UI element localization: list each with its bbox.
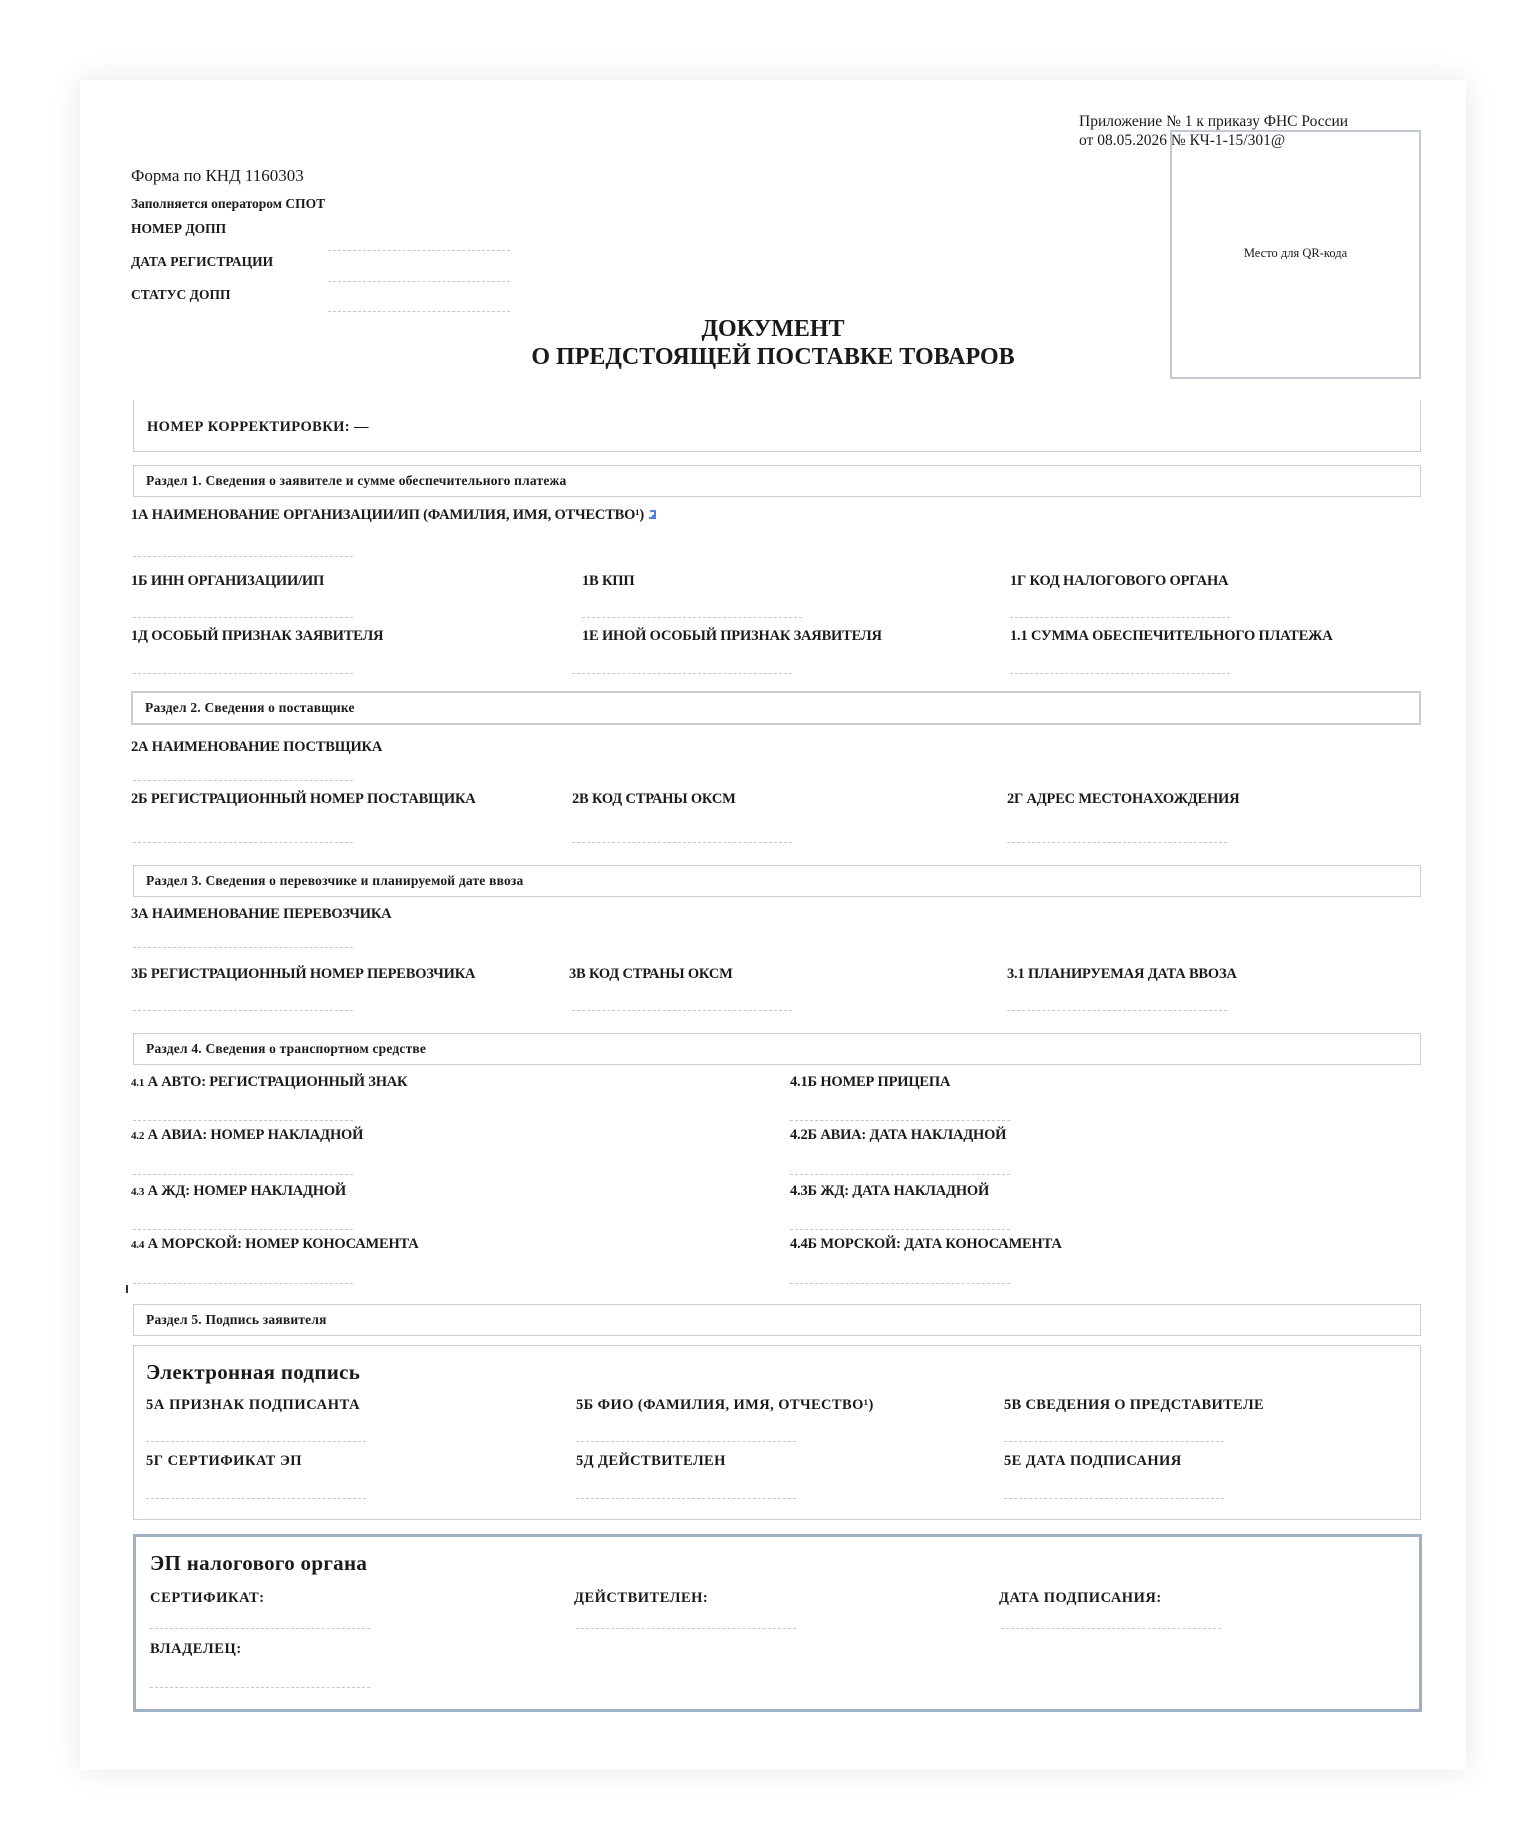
field-4-4b-label: 4.4Б МОРСКОЙ: ДАТА КОНОСАМЕНТА: [790, 1236, 1062, 1252]
field-4-1a-text: А АВТО: РЕГИСТРАЦИОННЫЙ ЗНАК: [147, 1074, 408, 1090]
field-1b-label: 1Б ИНН ОРГАНИЗАЦИИ/ИП: [131, 573, 325, 589]
field-2g-line: [1007, 842, 1227, 843]
field-1a-text: 1А НАИМЕНОВАНИЕ ОРГАНИЗАЦИИ/ИП (ФАМИЛИЯ, ИМЯ, ОТЧЕСТВО¹): [131, 507, 644, 523]
field-1g-line: [1010, 617, 1230, 618]
section2-title: Раздел 2. Сведения о поставщике: [145, 700, 355, 715]
field-1b-line: [133, 617, 353, 618]
field-5g-line: [146, 1498, 366, 1499]
field-4-3a-line: [133, 1229, 353, 1230]
tax-valid-line: [576, 1628, 796, 1629]
section3-title: Раздел 3. Сведения о перевозчике и планируемой дате ввоза: [146, 873, 524, 888]
field-4-2b-label: 4.2Б АВИА: ДАТА НАКЛАДНОЙ: [790, 1127, 1007, 1143]
dopp-number-label: НОМЕР ДОПП: [131, 221, 227, 236]
field-3-1-line: [1007, 1010, 1227, 1011]
dopp-status-line: [328, 311, 510, 312]
field-3b-label: 3Б РЕГИСТРАЦИОННЫЙ НОМЕР ПЕРЕВОЗЧИКА: [131, 966, 476, 982]
field-1v-label: 1В КПП: [582, 573, 635, 589]
dopp-number-line: [328, 250, 510, 251]
field-3-1-label: 3.1 ПЛАНИРУЕМАЯ ДАТА ВВОЗА: [1007, 966, 1237, 982]
field-5d-line: [576, 1498, 796, 1499]
tax-cert-line: [150, 1628, 370, 1629]
field-3b-line: [133, 1010, 353, 1011]
field-1-1-line: [1010, 673, 1230, 674]
electronic-signature-box: [133, 1345, 1421, 1520]
field-1a-line: [133, 556, 353, 557]
field-4-3b-line: [790, 1229, 1010, 1230]
tax-sign-title: ЭП налогового органа: [150, 1551, 368, 1575]
doc-title-line1: ДОКУМЕНТ: [701, 316, 845, 342]
field-1-1-label: 1.1 СУММА ОБЕСПЕЧИТЕЛЬНОГО ПЛАТЕЖА: [1010, 628, 1333, 644]
field-5e-line: [1004, 1498, 1224, 1499]
section1-title: Раздел 1. Сведения о заявителе и сумме обеспечительного платежа: [146, 473, 567, 488]
section5-title: Раздел 5. Подпись заявителя: [146, 1312, 327, 1327]
tax-valid-label: ДЕЙСТВИТЕЛЕН:: [574, 1590, 709, 1606]
field-4-1a-label: [131, 1074, 407, 1091]
field-5a-label: 5А ПРИЗНАК ПОДПИСАНТА: [146, 1397, 361, 1413]
field-4-3b-label: 4.3Б ЖД: ДАТА НАКЛАДНОЙ: [790, 1183, 990, 1199]
tax-owner-line: [150, 1687, 370, 1688]
field-4-2b-line: [790, 1174, 1010, 1175]
text-cursor: [126, 1285, 128, 1293]
field-1v-line: [582, 617, 802, 618]
field-2v-label: 2В КОД СТРАНЫ ОКСМ: [572, 791, 736, 807]
reg-date-line: [328, 281, 510, 282]
field-1e-label: 1Е ИНОЙ ОСОБЫЙ ПРИЗНАК ЗАЯВИТЕЛЯ: [582, 628, 882, 644]
qr-placeholder-text: Место для QR-кода: [1243, 246, 1348, 260]
field-5v-label: 5В СВЕДЕНИЯ О ПРЕДСТАВИТЕЛЕ: [1004, 1397, 1264, 1413]
tax-cert-label: СЕРТИФИКАТ:: [150, 1590, 265, 1606]
field-1e-line: [572, 673, 792, 674]
field-4-2a-text: А АВИА: НОМЕР НАКЛАДНОЙ: [147, 1127, 364, 1143]
filled-by: Заполняется оператором СПОТ: [131, 196, 326, 211]
field-5e-label: 5Е ДАТА ПОДПИСАНИЯ: [1004, 1453, 1182, 1469]
field-4-4a-label: [131, 1236, 419, 1253]
field-4-4a-text: А МОРСКОЙ: НОМЕР КОНОСАМЕНТА: [147, 1236, 419, 1252]
field-5g-label: 5Г СЕРТИФИКАТ ЭП: [146, 1453, 303, 1469]
tax-owner-label: ВЛАДЕЛЕЦ:: [150, 1641, 242, 1657]
section4-title: Раздел 4. Сведения о транспортном средстве: [146, 1041, 427, 1056]
field-5d-label: 5Д ДЕЙСТВИТЕЛЕН: [576, 1453, 726, 1469]
form-code: Форма по КНД 1160303: [131, 166, 304, 185]
appendix-line2: от 08.05.2026 № КЧ-1-15/301@: [1079, 132, 1286, 149]
reg-date-label: ДАТА РЕГИСТРАЦИИ: [131, 254, 274, 269]
section5-header: [133, 1304, 1421, 1336]
section1-header: [133, 465, 1421, 497]
tax-signature-box: [133, 1534, 1422, 1712]
field-5b-line: [576, 1441, 796, 1442]
field-2v-line: [572, 842, 792, 843]
field-2a-line: [133, 780, 353, 781]
appendix-line1: Приложение № 1 к приказу ФНС России: [1079, 113, 1349, 130]
correction-box: [133, 400, 1421, 452]
section4-header: [133, 1033, 1421, 1065]
field-4-3-num: 4.3: [131, 1186, 145, 1198]
field-1d-line: [133, 673, 353, 674]
field-4-3a-text: А ЖД: НОМЕР НАКЛАДНОЙ: [147, 1183, 347, 1199]
field-4-1b-label: 4.1Б НОМЕР ПРИЦЕПА: [790, 1074, 951, 1090]
section2-header: [131, 691, 1421, 725]
field-1a-label: [131, 507, 658, 524]
document-sheet: [80, 80, 1466, 1770]
dopp-status-label: СТАТУС ДОПП: [131, 287, 231, 302]
field-2a-label: 2А НАИМЕНОВАНИЕ ПОСТВЩИКА: [131, 739, 383, 755]
doc-title-line2: О ПРЕДСТОЯЩЕЙ ПОСТАВКЕ ТОВАРОВ: [531, 344, 1015, 370]
field-5a-line: [146, 1441, 366, 1442]
field-5b-label: 5Б ФИО (ФАМИЛИЯ, ИМЯ, ОТЧЕСТВО¹): [576, 1397, 874, 1413]
field-2b-line: [133, 842, 353, 843]
field-4-2a-line: [133, 1174, 353, 1175]
field-1g-label: 1Г КОД НАЛОГОВОГО ОРГАНА: [1010, 573, 1229, 589]
esign-title: Электронная подпись: [146, 1360, 361, 1384]
tax-date-line: [1001, 1628, 1221, 1629]
field-4-1-num: 4.1: [131, 1077, 145, 1089]
field-3a-line: [133, 947, 353, 948]
field-2g-label: 2Г АДРЕС МЕСТОНАХОЖДЕНИЯ: [1007, 791, 1240, 807]
field-3v-label: 3В КОД СТРАНЫ ОКСМ: [569, 966, 733, 982]
field-2b-label: 2Б РЕГИСТРАЦИОННЫЙ НОМЕР ПОСТАВЩИКА: [131, 791, 476, 807]
field-4-4b-line: [790, 1283, 1010, 1284]
field-4-3a-label: [131, 1183, 346, 1200]
field-5v-line: [1004, 1441, 1224, 1442]
correction-number: НОМЕР КОРРЕКТИРОВКИ: —: [147, 419, 369, 435]
field-3a-label: 3А НАИМЕНОВАНИЕ ПЕРЕВОЗЧИКА: [131, 906, 392, 922]
field-4-1a-line: [133, 1120, 353, 1121]
tax-date-label: ДАТА ПОДПИСАНИЯ:: [999, 1590, 1162, 1606]
field-3v-line: [572, 1010, 792, 1011]
footnote-link-icon[interactable]: [648, 510, 658, 520]
field-4-1b-line: [790, 1120, 1010, 1121]
field-4-4a-line: [133, 1283, 353, 1284]
field-4-4-num: 4.4: [131, 1239, 145, 1251]
section3-header: [133, 865, 1421, 897]
field-4-2-num: 4.2: [131, 1130, 145, 1142]
field-4-2a-label: [131, 1127, 363, 1144]
field-1d-label: 1Д ОСОБЫЙ ПРИЗНАК ЗАЯВИТЕЛЯ: [131, 628, 384, 644]
